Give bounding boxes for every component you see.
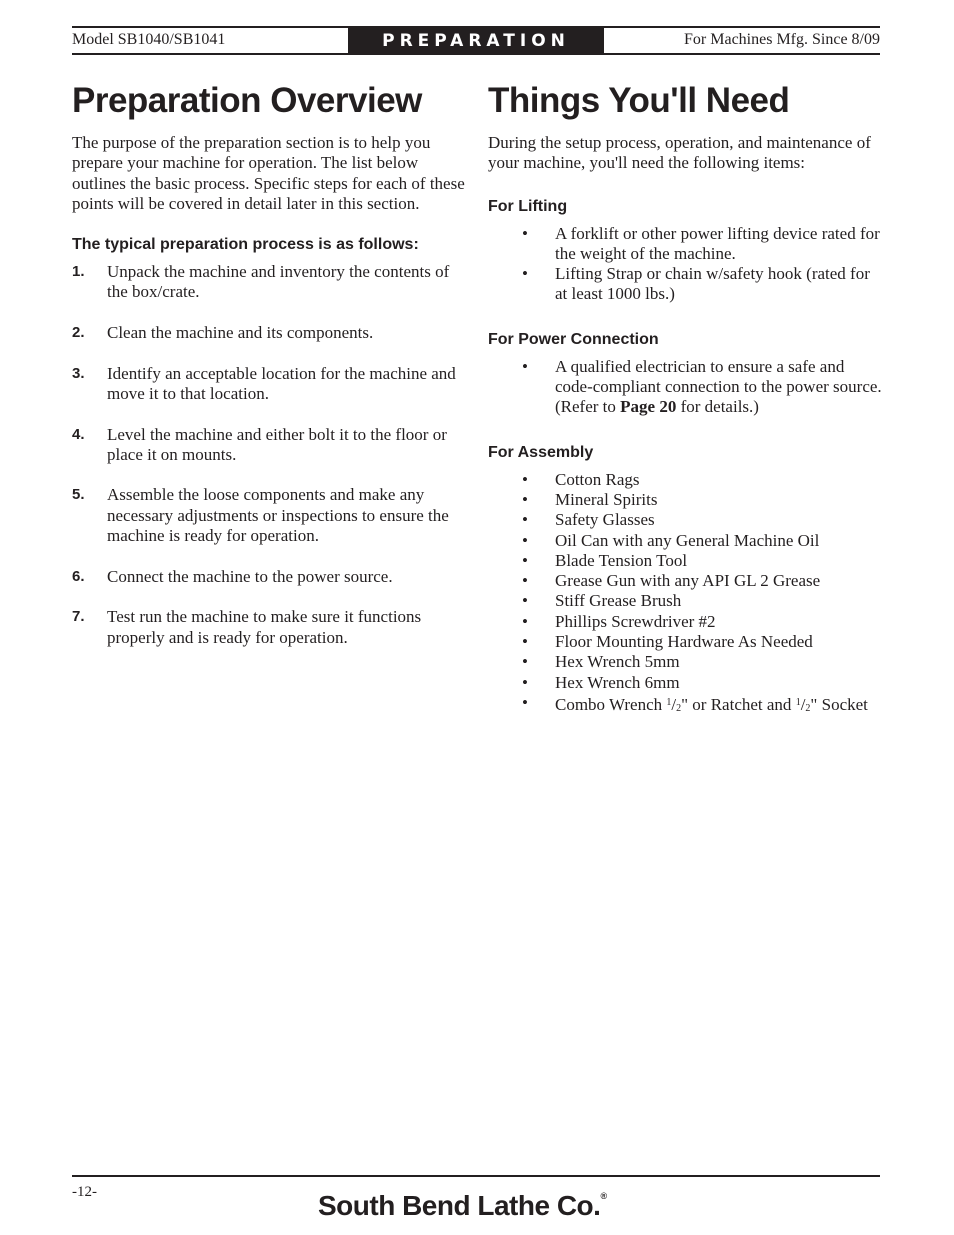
step-number: 5. (72, 486, 85, 504)
things-you-need-column (488, 80, 882, 719)
bullet: • (522, 550, 528, 570)
page-header (72, 26, 880, 56)
step-number: 1. (72, 263, 85, 281)
step-item (72, 425, 468, 466)
item-text: Mineral Spirits (555, 489, 658, 509)
list-item (488, 490, 882, 510)
item-text: Oil Can with any General Machine Oil (555, 530, 820, 550)
item-text: " Socket (810, 694, 868, 714)
list-item (488, 673, 882, 693)
bullet: • (522, 223, 528, 243)
list-item (488, 632, 882, 652)
step-text: Connect the machine to the power source. (107, 566, 393, 586)
header-bottom-rule (72, 53, 880, 55)
item-text: Lifting Strap or chain w/safety hook (rated for at least 1000 lbs.) (555, 264, 870, 304)
things-you-need-title: Things You'll Need (488, 81, 790, 120)
item-text: " or Ratchet and (681, 694, 796, 714)
bullet: • (522, 652, 528, 672)
assembly-list (488, 470, 882, 720)
footer-rule (72, 1175, 880, 1177)
list-item (488, 591, 882, 611)
step-text: Identify an acceptable location for the machine and move it to that location. (107, 363, 456, 403)
item-text: Cotton Rags (555, 469, 640, 489)
item-text: Grease Gun with any API GL 2 Grease (555, 571, 821, 591)
step-item (72, 323, 468, 343)
power-connection-heading: For Power Connection (488, 330, 659, 348)
process-subheading: The typical preparation process is as follows: (72, 236, 419, 254)
bullet: • (522, 356, 528, 376)
list-item (488, 693, 882, 719)
bullet: • (522, 530, 528, 550)
step-item (72, 567, 468, 587)
item-text: Floor Mounting Hardware As Needed (555, 632, 813, 652)
page-number: -12- (72, 1184, 97, 1200)
fraction-slash: / (671, 694, 677, 714)
manufacture-date: For Machines Mfg. Since 8/09 (684, 31, 880, 48)
power-list (488, 357, 882, 418)
step-number: 4. (72, 425, 85, 443)
registered-mark: ® (600, 1191, 607, 1201)
things-intro: During the setup process, operation, and maintenance of your machine, you'll need the following items: (488, 133, 871, 173)
step-number: 7. (72, 608, 85, 626)
section-tab: PREPARATION (348, 28, 604, 53)
bullet: • (522, 611, 528, 631)
step-text: Assemble the loose components and make any necessary adjustments or inspections to ensure the machine is ready for operation. (107, 485, 449, 546)
bullet: • (522, 591, 528, 611)
step-item (72, 364, 468, 405)
item-text: Hex Wrench 6mm (555, 672, 680, 692)
step-item (72, 607, 468, 648)
fraction-denominator: 2 (805, 702, 811, 714)
item-text: A forklift or other power lifting device rated for the weight of the machine. (555, 223, 880, 263)
preparation-overview-column (72, 80, 468, 668)
model-number: Model SB1040/SB1041 (72, 31, 226, 48)
brand-name: South Bend Lathe Co. (318, 1190, 601, 1221)
list-item (488, 470, 882, 490)
page-reference: Page 20 (620, 397, 677, 417)
fraction-denominator: 2 (676, 702, 682, 714)
bullet: • (522, 571, 528, 591)
fraction-numerator: 1 (666, 696, 672, 708)
item-text: Stiff Grease Brush (555, 591, 682, 611)
bullet: • (522, 469, 528, 489)
list-item (488, 264, 882, 305)
step-text: Clean the machine and its components. (107, 323, 374, 343)
assembly-heading: For Assembly (488, 443, 594, 461)
list-item (488, 571, 882, 591)
list-item (488, 551, 882, 571)
step-item (72, 485, 468, 546)
item-text: Hex Wrench 5mm (555, 652, 680, 672)
list-item (488, 510, 882, 530)
bullet: • (522, 264, 528, 284)
item-text: Blade Tension Tool (555, 550, 688, 570)
bullet: • (522, 632, 528, 652)
bullet: • (522, 510, 528, 530)
page-footer (72, 1175, 880, 1221)
item-text: Phillips Screwdriver #2 (555, 611, 716, 631)
item-text: A qualified electrician to ensure a safe and code-compliant connection to the power source. (Refer to (555, 356, 882, 417)
bullet: • (522, 489, 528, 509)
lifting-heading: For Lifting (488, 197, 568, 215)
preparation-overview-title: Preparation Overview (72, 81, 422, 120)
item-text: Safety Glasses (555, 510, 655, 530)
step-text: Test run the machine to make sure it functions properly and is ready for operation. (107, 607, 422, 647)
list-item (488, 612, 882, 632)
step-text: Unpack the machine and inventory the contents of the box/crate. (107, 262, 450, 302)
item-text: Combo Wrench (555, 694, 667, 714)
list-item (488, 224, 882, 265)
step-text: Level the machine and either bolt it to the floor or place it on mounts. (107, 424, 447, 464)
bullet: • (522, 672, 528, 692)
bullet: • (522, 692, 528, 712)
brand-logo (318, 1179, 607, 1223)
list-item (488, 652, 882, 672)
step-number: 3. (72, 364, 85, 382)
lifting-list (488, 224, 882, 305)
list-item (488, 531, 882, 551)
step-number: 2. (72, 324, 85, 342)
fraction-numerator: 1 (795, 696, 801, 708)
fraction-slash: / (800, 694, 806, 714)
item-text: for details.) (676, 397, 759, 417)
list-item (488, 357, 882, 418)
step-number: 6. (72, 567, 85, 585)
overview-intro: The purpose of the preparation section is to help you prepare your machine for operation. The list below outlines the basic process. Specific steps for each of these points will be covered in detail later in this section. (72, 133, 465, 213)
step-item (72, 262, 468, 303)
preparation-steps (72, 262, 468, 648)
